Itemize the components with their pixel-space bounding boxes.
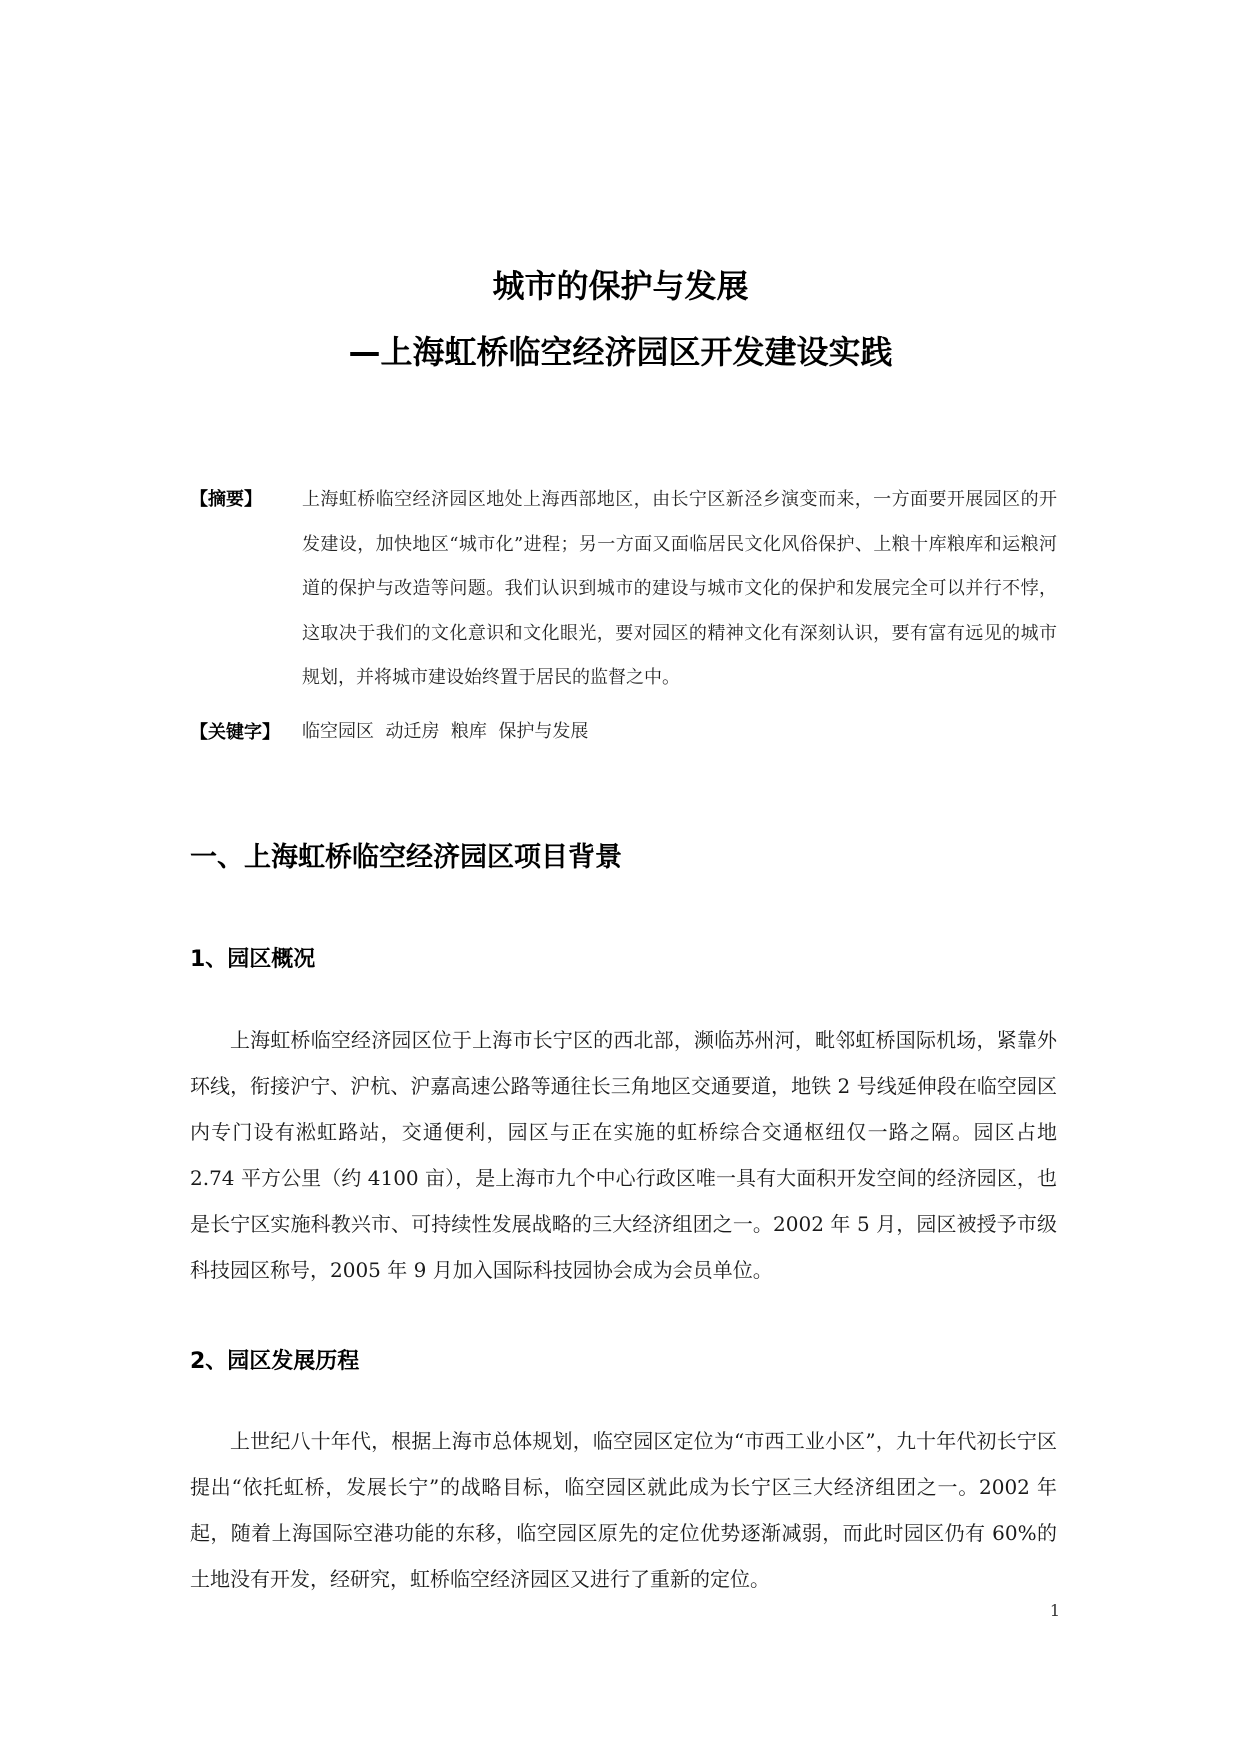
subsection-heading-history: 2、园区发展历程: [190, 1349, 360, 1374]
abstract-label: 【摘要】: [190, 489, 262, 510]
abstract-text: 上海虹桥临空经济园区地处上海西部地区，由长宁区新泾乡演变而来，一方面要开展园区的开发建设，加快地区“城市化”进程；另一方面又面临居民文化风俗保护、上粮十库粮库和运粮河道的保护与改造等问题。我们认识到城市的建设与城市文化的保护和发展完全可以并行不悖，这取决于我们的文化意识和文化眼光，要对园区的精神文化有深刻认识，要有富有远见的城市规划，并将城市建设始终置于居民的监督之中。: [302, 489, 1057, 689]
document-title: 城市的保护与发展: [492, 267, 749, 305]
paragraph-history: 上世纪八十年代，根据上海市总体规划，临空园区定位为“市西工业小区”，九十年代初长宁区提出“依托虹桥，发展长宁”的战略目标，临空园区就此成为长宁区三大经济组团之一。2002 年起，随着上海国际空港功能的东移，临空园区原先的定位优势逐渐减弱，而此时园区仍有 60%的土地没有开发，经研究，虹桥临空经济园区又进行了重新的定位。: [190, 1429, 1057, 1591]
page-number: 1: [1049, 1601, 1060, 1620]
keywords-label: 【关键字】: [190, 722, 280, 743]
document-subtitle: —上海虹桥临空经济园区开发建设实践: [348, 333, 893, 371]
paragraph-overview: 上海虹桥临空经济园区位于上海市长宁区的西北部，濒临苏州河，毗邻虹桥国际机场，紧靠外环线，衔接沪宁、沪杭、沪嘉高速公路等通往长三角地区交通要道，地铁 2 号线延伸段在临空园区内专门设有淞虹路站，交通便利，园区与正在实施的虹桥综合交通枢纽仅一路之隔。园区占地 2.74 平方公里（约 4100 亩），是上海市九个中心行政区唯一具有大面积开发空间的经济园区，也是长宁区实施科教兴市、可持续性发展战略的三大经济组团之一。2002 年 5 月，园区被授予市级科技园区称号，2005 年 9 月加入国际科技园协会成为会员单位。: [190, 1028, 1057, 1282]
subsection-heading-overview: 1、园区概况: [190, 947, 316, 972]
keywords-text: 临空园区 动迁房 粮库 保护与发展: [302, 721, 589, 742]
section-heading: 一、上海虹桥临空经济园区项目背景: [190, 842, 622, 873]
